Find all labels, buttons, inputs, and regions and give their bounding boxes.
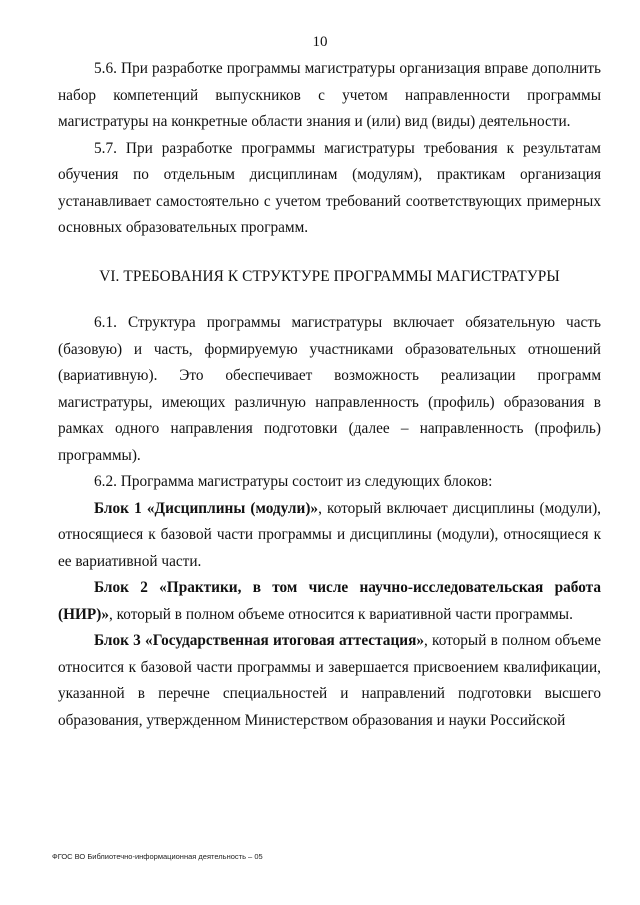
paragraph-5-6: 5.6. При разработке программы магистратуры организация вправе дополнить набор компетенций выпускников с учетом направленности программы магистратуры на конкретные области знания и (или) вид (виды) деятельности. (58, 60, 601, 130)
paragraph-5-7: 5.7. При разработке программы магистратуры требования к результатам обучения по отдельным дисциплинам (модулям), практикам организация устанавливает самостоятельно с учетом требований соответствующих примерных основных образовательных программ. (58, 139, 601, 236)
paragraph-6-2: 6.2. Программа магистратуры состоит из следующих блоков: (94, 473, 493, 490)
page-number: 10 (312, 34, 328, 50)
block-3-text: , который в полном объеме относится к базовой части программы и завершается присвоением квалификации, указанной в перечне специальностей и направлений подготовки высшего образования, утвержденном Министерством образования и науки Российской (58, 632, 601, 729)
paragraph-block-3 (58, 628, 601, 734)
page-footer: ФГОС ВО Библиотечно-информационная деятельность – 05 (52, 852, 263, 861)
block-3-title: Блок 3 «Государственная итоговая аттестация» (94, 632, 424, 649)
paragraph-block-2 (58, 575, 601, 628)
document-body (58, 56, 601, 734)
block-2-text: , который в полном объеме относится к вариативной части программы. (108, 605, 573, 623)
block-1-text: , который включает дисциплины (модули), относящиеся к базовой части программы и дисциплины (модули), относящиеся к ее вариативной части. (58, 499, 602, 570)
paragraph-6-1: 6.1. Структура программы магистратуры включает обязательную часть (базовую) и часть, формируемую участниками образовательных отношений (вариативную). Это обеспечивает возможность реализации программ магистратуры, имеющих различную направленность (профиль) образования в рамках одного направления подготовки (далее – направленность (профиль) программы). (58, 314, 601, 464)
block-2-title: Блок 2 «Практики, в том числе научно-исследовательская работа (НИР)» (58, 579, 601, 623)
block-1-title: Блок 1 «Дисциплины (модули)» (94, 499, 319, 517)
paragraph-block-1 (58, 496, 601, 576)
section-heading: VI. ТРЕБОВАНИЯ К СТРУКТУРЕ ПРОГРАММЫ МАГИСТРАТУРЫ (99, 267, 560, 285)
